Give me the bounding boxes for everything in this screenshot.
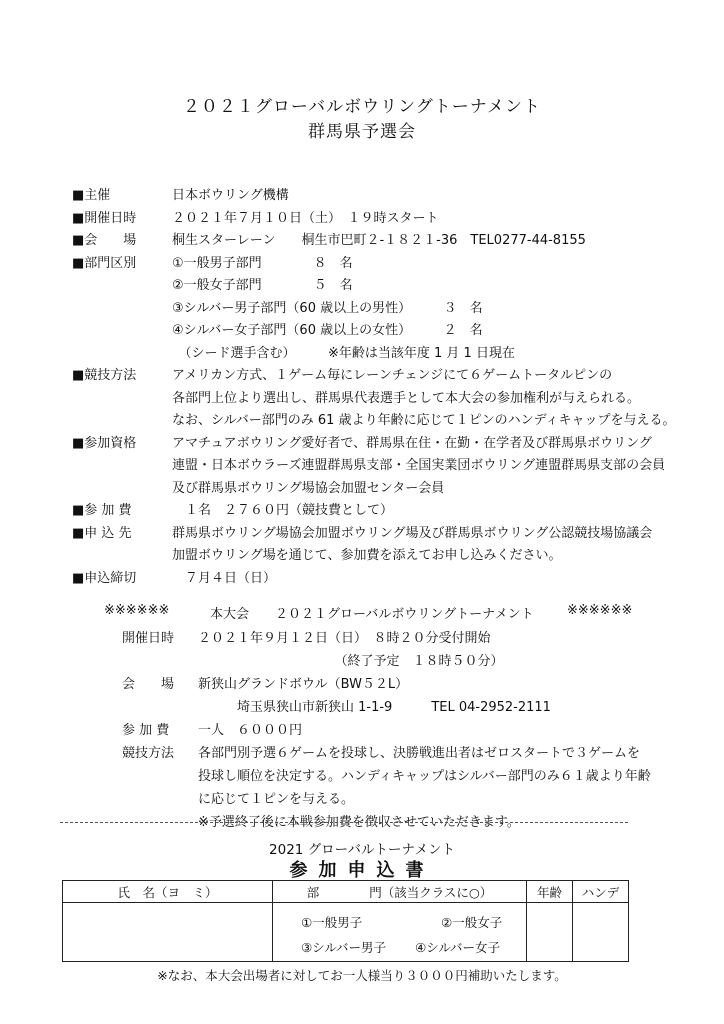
age-cell[interactable] <box>527 903 573 962</box>
finals-heading-right-marks: ※※※※※※ <box>567 603 633 618</box>
detail-value: アメリカン方式、１ゲーム毎にレーンチェンジにて６ゲームトータルピンの <box>172 368 613 383</box>
application-form-table <box>62 880 629 962</box>
finals-value: に応じて１ピンを与える。 <box>198 792 355 807</box>
option-general-male[interactable]: ①一般男子 <box>301 915 363 930</box>
detail-value: 加盟ボウリング場を通じて、参加費を添えてお申し込みください。 <box>172 548 562 563</box>
page-subtitle: 群馬県予選会 <box>308 122 416 142</box>
finals-label: 競技方法 <box>122 746 175 761</box>
detail-value: 群馬県ボウリング場協会加盟ボウリング場及び群馬県ボウリング公認競技場協議会 <box>172 525 653 541</box>
finals-label: 開催日時 <box>122 631 175 646</box>
detail-label: ■参 加 費 <box>72 503 132 518</box>
division-cell[interactable] <box>273 903 527 962</box>
finals-value: 埼玉県狭山市新狭山 1-1-9 TEL 04-2952-2111 <box>198 700 551 715</box>
header-age: 年齢 <box>527 881 573 903</box>
finals-value: 投球し順位を決定する。ハンディキャップはシルバー部門のみ６１歳より年齢 <box>198 769 651 784</box>
detail-value: 日本ボウリング機構 <box>172 188 289 203</box>
detail-value: ２０２１年７月１０日（土） １９時スタート <box>172 210 439 226</box>
finals-value: 一人 ６０００円 <box>198 723 303 738</box>
handicap-cell[interactable] <box>573 903 629 962</box>
finals-heading-left-marks: ※※※※※※ <box>104 603 170 618</box>
finals-value: ２０２１年９月１２日（日） ８時２０分受付開始 <box>198 631 491 646</box>
page-title: ２０２１グローバルボウリングトーナメント <box>182 97 542 117</box>
detail-value: 連盟・日本ボウラーズ連盟群馬県支部・全国実業団ボウリング連盟群馬県支部の会員 <box>172 458 666 473</box>
detail-value: アマチュアボウリング愛好者で、群馬県在住・在勤・在学者及び群馬県ボウリング <box>172 435 652 451</box>
detail-value: ７月４日（日） <box>172 570 277 586</box>
detail-label: ■会 場 <box>72 233 137 248</box>
option-silver-female[interactable]: ④シルバー女子 <box>415 940 501 955</box>
name-cell[interactable] <box>63 903 273 962</box>
header-handicap: ハンデ <box>573 881 629 903</box>
detail-label: ■参加資格 <box>72 435 137 451</box>
detail-value: （シード選手含む） ※年齢は当該年度 1 月 1 日現在 <box>172 345 515 361</box>
detail-value: 各部門上位より選出し、群馬県代表選手として本大会の参加権利が与えられる。 <box>172 390 641 406</box>
option-general-female[interactable]: ②一般女子 <box>441 915 503 930</box>
header-division: 部 門（該当クラスに○） <box>273 881 527 903</box>
detail-value: ①一般男子部門 ８ 名 <box>172 255 353 271</box>
detail-value: 桐生スターレーン 桐生市巴町２-１８２１-36 TEL0277-44-8155 <box>172 233 586 248</box>
detail-label: ■部門区別 <box>72 255 137 271</box>
footer-note: ※なお、本大会出場者に対してお一人様当り３０００円補助いたします。 <box>157 968 567 983</box>
header-name: 氏 名（ヨ ミ） <box>63 881 273 903</box>
detail-value: ③シルバー男子部門（60 歳以上の男性） ３ 名 <box>172 300 483 316</box>
detail-label: ■競技方法 <box>72 368 137 383</box>
finals-value: ※予選終了後に本戦参加費を徴収させていただきます。 <box>198 815 520 830</box>
form-tournament-name: 2021 グローバルトーナメント <box>269 842 455 858</box>
finals-label: 会 場 <box>122 677 175 692</box>
detail-value: ④シルバー女子部門（60 歳以上の女性） ２ 名 <box>172 323 483 338</box>
detail-value: １名 ２７６０円（競技費として） <box>172 503 394 518</box>
form-title: 参加申込書 <box>289 860 435 881</box>
detail-value: 及び群馬県ボウリング場協会加盟センター会員 <box>172 480 445 496</box>
detail-value: なお、シルバー部門のみ 61 歳より年齢に応じて１ピンのハンディキャップを与える。 <box>172 413 676 428</box>
finals-heading: 本大会 ２０２１グローバルボウリングトーナメント <box>210 607 534 622</box>
finals-value: 各部門別予選６ゲームを投球し、決勝戦進出者はゼロスタートで３ゲームを <box>198 746 641 761</box>
option-silver-male[interactable]: ③シルバー男子 <box>301 940 387 955</box>
finals-value: 新狭山グランドボウル（BW５２L） <box>198 677 409 692</box>
finals-value: （終了予定 １８時５０分） <box>198 654 504 669</box>
detail-label: ■主催 <box>72 188 111 203</box>
detail-label: ■申込締切 <box>72 570 137 586</box>
cut-line <box>60 822 628 823</box>
detail-label: ■開催日時 <box>72 210 137 226</box>
finals-label: 参 加 費 <box>122 723 170 738</box>
detail-label: ■申 込 先 <box>72 525 132 541</box>
detail-value: ②一般女子部門 ５ 名 <box>172 278 353 293</box>
